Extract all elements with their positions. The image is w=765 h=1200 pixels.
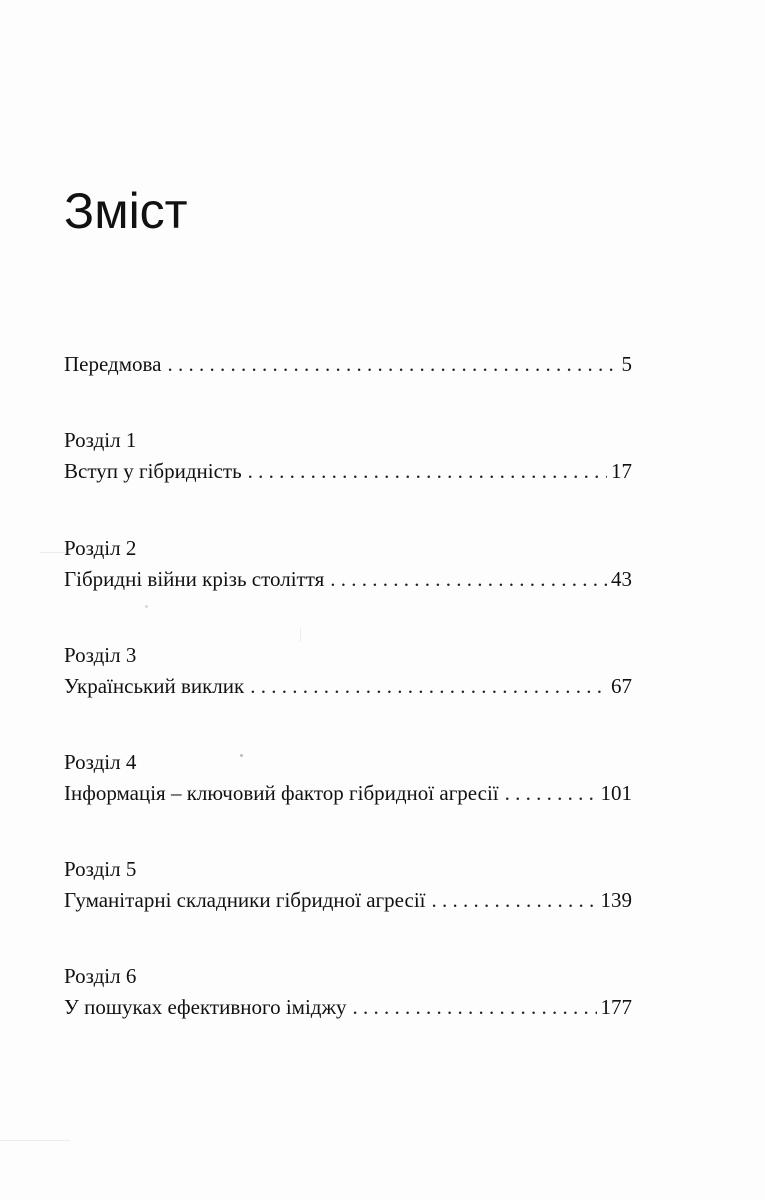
toc-entry-chapter-1 bbox=[64, 428, 632, 483]
chapter-label: Розділ 6 bbox=[64, 964, 137, 988]
dot-leader bbox=[250, 674, 607, 698]
toc-entry-preface bbox=[64, 352, 632, 376]
toc-entry-page-number: 5 bbox=[621, 352, 632, 376]
chapter-label: Розділ 4 bbox=[64, 750, 137, 774]
toc-entry-chapter-5 bbox=[64, 857, 632, 912]
paper-speck bbox=[145, 605, 148, 608]
dot-leader bbox=[352, 995, 596, 1019]
dot-leader bbox=[167, 352, 617, 376]
dot-leader bbox=[248, 459, 607, 483]
paper-mark bbox=[0, 1140, 70, 1141]
toc-entry-title: Передмова bbox=[64, 352, 162, 376]
paper-mark bbox=[40, 552, 66, 553]
toc-entry-chapter-4 bbox=[64, 750, 632, 805]
toc-entry-page-number: 67 bbox=[611, 674, 632, 698]
toc-entry-title: Вступ у гібридність bbox=[64, 459, 242, 483]
toc-entry-title: Гібридні війни крізь століття bbox=[64, 567, 325, 591]
toc-entry-chapter-2 bbox=[64, 536, 632, 591]
toc-entry-title: Гуманітарні складники гібридної агресії bbox=[64, 888, 426, 912]
chapter-label: Розділ 3 bbox=[64, 643, 137, 667]
toc-entry-title: Український виклик bbox=[64, 674, 245, 698]
toc-entry-chapter-3 bbox=[64, 643, 632, 698]
toc-entry-page-number: 101 bbox=[600, 781, 632, 805]
toc-entry-page-number: 17 bbox=[611, 459, 632, 483]
dot-leader bbox=[330, 567, 607, 591]
toc-entry-line[interactable] bbox=[64, 995, 632, 1019]
toc-entry-line[interactable] bbox=[64, 781, 632, 805]
toc-entry-line[interactable] bbox=[64, 567, 632, 591]
toc-entry-page-number: 177 bbox=[600, 995, 632, 1019]
chapter-label: Розділ 1 bbox=[64, 428, 137, 452]
chapter-label: Розділ 2 bbox=[64, 536, 137, 560]
toc-entry-line[interactable] bbox=[64, 674, 632, 698]
toc-entry-line[interactable] bbox=[64, 459, 632, 483]
toc-entry-title: Інформація – ключовий фактор гібридної агресії bbox=[64, 781, 499, 805]
dot-leader bbox=[432, 888, 597, 912]
dot-leader bbox=[505, 781, 597, 805]
paper-mark bbox=[300, 628, 301, 642]
toc-entry-page-number: 139 bbox=[600, 888, 632, 912]
toc-entry-chapter-6 bbox=[64, 964, 632, 1019]
toc-entry-line[interactable] bbox=[64, 352, 632, 376]
toc-entry-page-number: 43 bbox=[611, 567, 632, 591]
page-title: Зміст bbox=[64, 183, 188, 239]
chapter-label: Розділ 5 bbox=[64, 857, 137, 881]
toc-entry-line[interactable] bbox=[64, 888, 632, 912]
toc-entry-title: У пошуках ефективного іміджу bbox=[64, 995, 347, 1019]
